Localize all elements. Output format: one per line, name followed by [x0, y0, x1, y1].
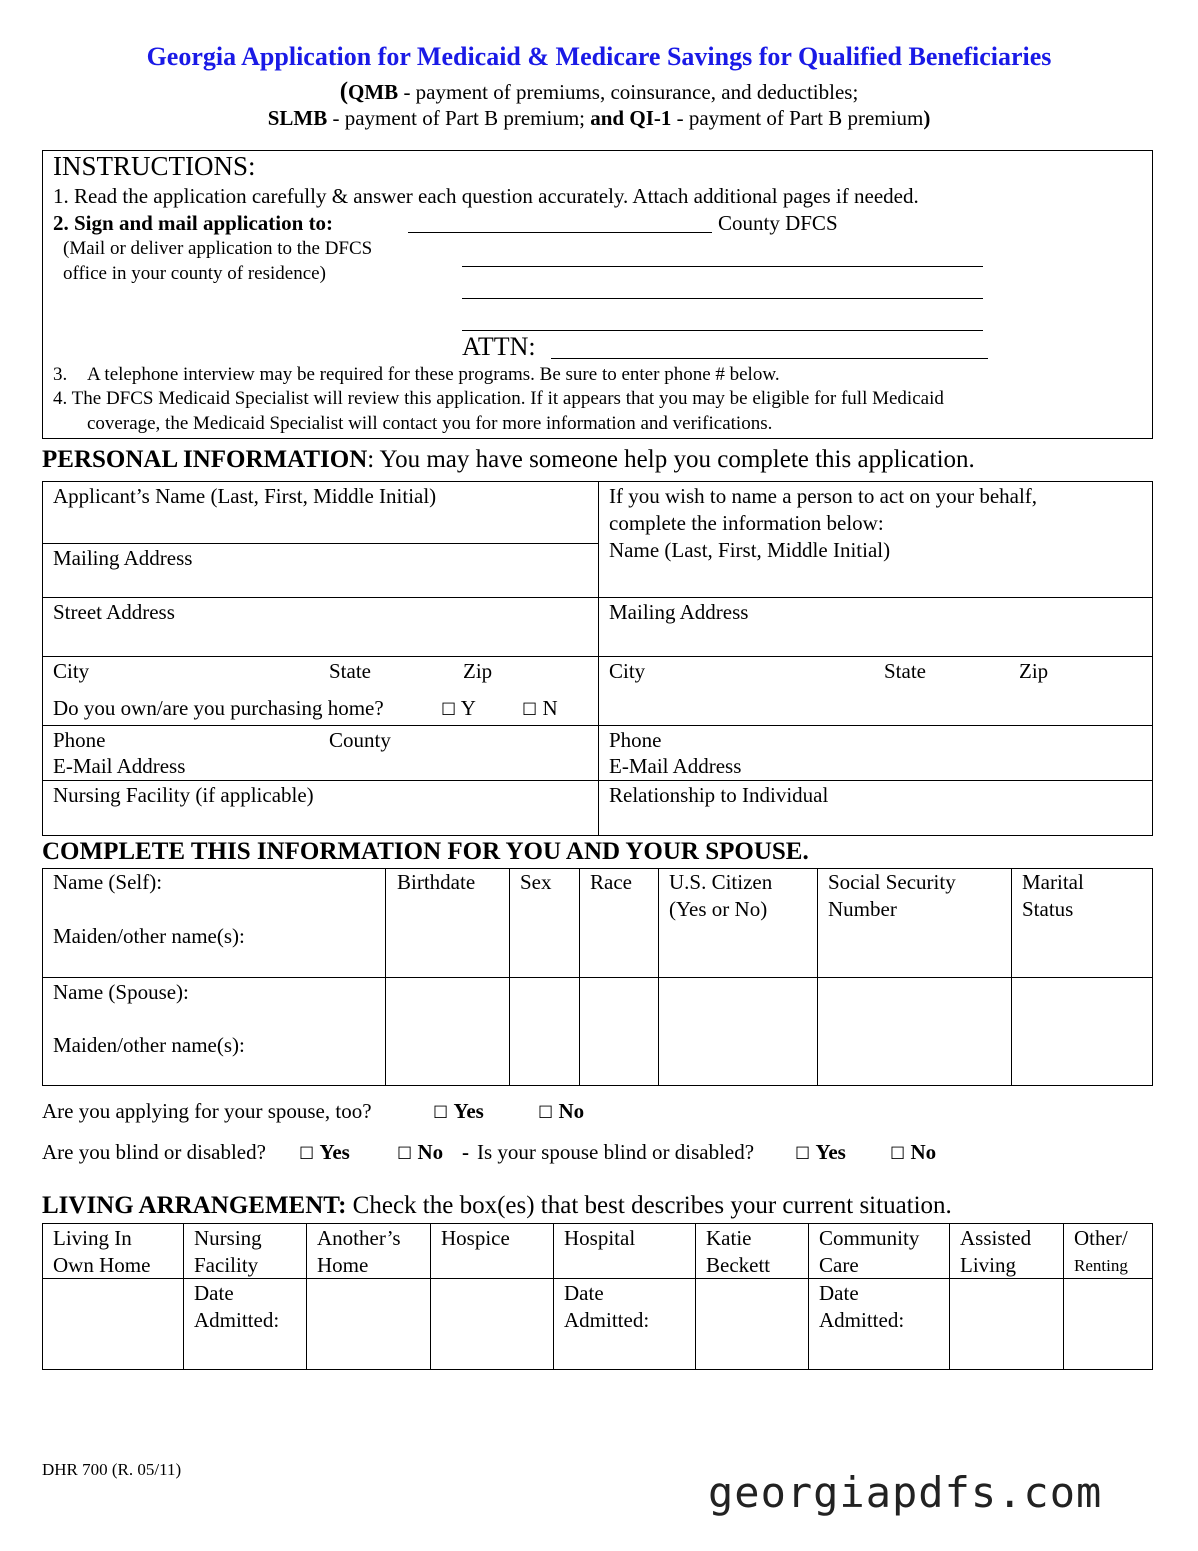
col-race: Race [590, 870, 632, 894]
county-name-field[interactable] [408, 232, 712, 233]
divider [42, 543, 598, 544]
own-home-question: Do you own/are you purchasing home? [53, 696, 384, 720]
divider [579, 868, 580, 1086]
address-line-1[interactable] [462, 266, 983, 267]
divider [430, 1223, 431, 1370]
instruction-3-num: 3. [53, 364, 68, 385]
hospital-date-admitted-field[interactable]: Date Admitted: [564, 1281, 650, 1332]
divider [509, 868, 510, 1086]
nursing-date-admitted-field[interactable]: Date Admitted: [194, 1281, 280, 1332]
divider [42, 597, 1153, 598]
checkbox-icon: ☐ [433, 1103, 449, 1123]
mail-note-line2: office in your county of residence) [63, 263, 326, 284]
form-id: DHR 700 (R. 05/11) [42, 1460, 182, 1479]
community-care-date-admitted-field[interactable]: Date Admitted: [819, 1281, 905, 1332]
name-self-field[interactable]: Name (Self): [53, 870, 163, 894]
divider [42, 656, 1153, 657]
instruction-2-label: 2. Sign and mail application to: [53, 211, 334, 235]
blind-disabled-no-checkbox[interactable]: ☐ No [397, 1140, 444, 1164]
divider [949, 1223, 950, 1370]
address-line-2[interactable] [462, 298, 983, 299]
divider [42, 725, 1153, 726]
instruction-3: A telephone interview may be required for these programs. Be sure to enter phone # below. [87, 364, 780, 385]
checkbox-icon: ☐ [397, 1144, 413, 1164]
personal-info-heading: PERSONAL INFORMATION: You may have someone help you complete this application. [42, 446, 975, 473]
state-field[interactable]: State [329, 659, 371, 683]
col-citizen: U.S. Citizen (Yes or No) [669, 870, 773, 921]
attn-field[interactable] [551, 358, 988, 359]
divider [817, 868, 818, 1086]
option-katie-beckett[interactable]: Katie Beckett [706, 1226, 771, 1277]
own-home-yes-checkbox[interactable]: ☐ Y [441, 696, 476, 720]
divider [658, 868, 659, 1086]
relationship-field[interactable]: Relationship to Individual [609, 783, 829, 807]
col-birthdate: Birthdate [397, 870, 476, 894]
option-assisted-living[interactable]: Assisted Living [960, 1226, 1032, 1277]
divider [183, 1223, 184, 1370]
checkbox-icon: ☐ [538, 1103, 554, 1123]
instruction-4-line1: 4. The DFCS Medicaid Specialist will review this application. If it appears that you may be eligible for full Medicaid [53, 388, 944, 409]
address-line-3[interactable] [462, 330, 983, 331]
divider [695, 1223, 696, 1370]
form-subtitle-line1: (QMB - payment of premiums, coinsurance, and deductibles; [339, 78, 859, 105]
representative-state-field[interactable]: State [884, 659, 926, 683]
maiden-name-self-field[interactable]: Maiden/other name(s): [53, 924, 245, 948]
name-spouse-field[interactable]: Name (Spouse): [53, 980, 189, 1004]
county-dfcs-label: County DFCS [718, 211, 838, 235]
option-living-in-own-home[interactable]: Living In Own Home [53, 1226, 151, 1277]
checkbox-icon: ☐ [522, 700, 538, 720]
col-sex: Sex [520, 870, 552, 894]
option-community-care[interactable]: Community Care [819, 1226, 920, 1277]
divider [42, 780, 1153, 781]
divider [598, 481, 599, 836]
representative-intro-line2: complete the information below: [609, 511, 884, 535]
phone-field[interactable]: Phone [53, 728, 106, 752]
blind-disabled-question: Are you blind or disabled? [42, 1140, 266, 1164]
option-anothers-home[interactable]: Another’s Home [317, 1226, 401, 1277]
city-field[interactable]: City [53, 659, 90, 683]
divider [385, 868, 386, 1086]
question-separator: - [462, 1140, 469, 1164]
option-nursing-facility[interactable]: Nursing Facility [194, 1226, 262, 1277]
option-hospice[interactable]: Hospice [441, 1226, 510, 1250]
street-address-field[interactable]: Street Address [53, 600, 175, 624]
instruction-1: 1. Read the application carefully & answer each question accurately. Attach additional pages if needed. [53, 184, 919, 208]
form-title: Georgia Application for Medicaid & Medicare Savings for Qualified Beneficiaries [146, 42, 1052, 71]
applicant-name-field[interactable]: Applicant’s Name (Last, First, Middle Initial) [53, 484, 437, 508]
zip-field[interactable]: Zip [463, 659, 493, 683]
option-other-renting[interactable]: Other/ Renting [1074, 1226, 1128, 1275]
spouse-blind-disabled-no-checkbox[interactable]: ☐ No [890, 1140, 937, 1164]
living-arrangement-heading: LIVING ARRANGEMENT: Check the box(es) that best describes your current situation. [42, 1192, 952, 1219]
own-home-no-checkbox[interactable]: ☐ N [522, 696, 558, 720]
nursing-facility-field[interactable]: Nursing Facility (if applicable) [53, 783, 314, 807]
spouse-section-heading: COMPLETE THIS INFORMATION FOR YOU AND YOUR SPOUSE. [42, 838, 809, 865]
spouse-blind-disabled-yes-checkbox[interactable]: ☐ Yes [795, 1140, 846, 1164]
mailing-address-field[interactable]: Mailing Address [53, 546, 193, 570]
checkbox-icon: ☐ [441, 700, 457, 720]
spouse-applying-yes-checkbox[interactable]: ☐ Yes [433, 1099, 484, 1123]
spouse-applying-question: Are you applying for your spouse, too? [42, 1099, 372, 1123]
representative-city-field[interactable]: City [609, 659, 646, 683]
divider [553, 1223, 554, 1370]
divider [808, 1223, 809, 1370]
instruction-4-line2: coverage, the Medicaid Specialist will contact you for more information and verifications. [87, 413, 773, 434]
email-field[interactable]: E-Mail Address [53, 754, 186, 778]
divider [42, 977, 1153, 978]
divider [306, 1223, 307, 1370]
county-field[interactable]: County [329, 728, 391, 752]
spouse-blind-disabled-question: Is your spouse blind or disabled? [477, 1140, 755, 1164]
option-hospital[interactable]: Hospital [564, 1226, 636, 1250]
col-ssn: Social Security Number [828, 870, 956, 921]
representative-phone-field[interactable]: Phone [609, 728, 662, 752]
representative-mailing-field[interactable]: Mailing Address [609, 600, 749, 624]
instructions-heading: INSTRUCTIONS: [53, 151, 256, 181]
divider [1011, 868, 1012, 1086]
checkbox-icon: ☐ [890, 1144, 906, 1164]
representative-intro-line1: If you wish to name a person to act on your behalf, [609, 484, 1038, 508]
form-subtitle-line2: SLMB - payment of Part B premium; and QI-1 - payment of Part B premium) [267, 106, 931, 130]
watermark: georgiapdfs.com [708, 1468, 1103, 1517]
spouse-applying-no-checkbox[interactable]: ☐ No [538, 1099, 585, 1123]
mail-note-line1: (Mail or deliver application to the DFCS [63, 238, 373, 259]
attn-label: ATTN: [462, 332, 536, 361]
representative-name-field[interactable]: Name (Last, First, Middle Initial) [609, 538, 891, 562]
divider [1063, 1223, 1064, 1370]
blind-disabled-yes-checkbox[interactable]: ☐ Yes [299, 1140, 350, 1164]
representative-email-field[interactable]: E-Mail Address [609, 754, 742, 778]
checkbox-icon: ☐ [795, 1144, 811, 1164]
maiden-name-spouse-field[interactable]: Maiden/other name(s): [53, 1033, 245, 1057]
col-marital-status: Marital Status [1022, 870, 1084, 921]
representative-zip-field[interactable]: Zip [1019, 659, 1049, 683]
checkbox-icon: ☐ [299, 1144, 315, 1164]
